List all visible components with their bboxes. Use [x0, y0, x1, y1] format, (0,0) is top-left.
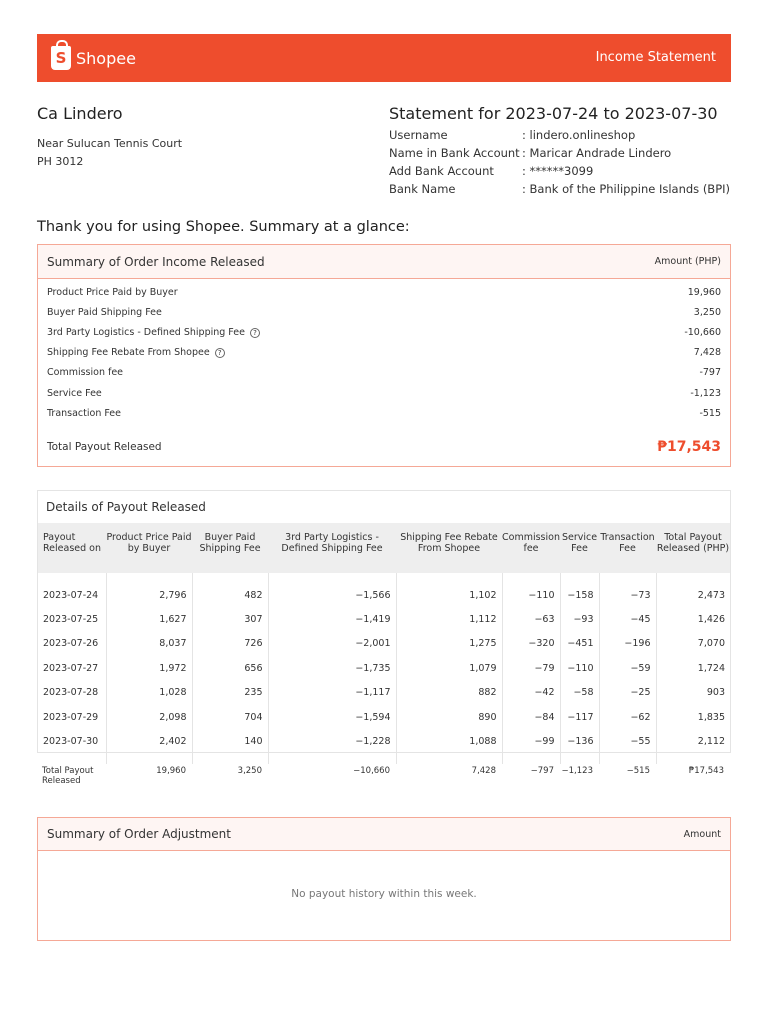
table-cell: −158	[560, 573, 599, 607]
table-cell: 1,972	[106, 656, 192, 681]
column-header: Buyer Paid Shipping Fee	[192, 523, 268, 573]
table-cell: 2023-07-28	[43, 687, 99, 699]
summary-row	[47, 287, 721, 298]
table-cell: −2,001	[268, 632, 396, 657]
summary-row	[47, 327, 721, 338]
table-cell: 2,098	[106, 705, 192, 730]
table-cell: −110	[502, 573, 560, 607]
table-cell: 903	[656, 681, 730, 706]
info-value: : Maricar Andrade Lindero	[522, 146, 672, 160]
info-row-username	[389, 126, 730, 144]
table-cell: 2023-07-29	[43, 711, 99, 723]
table-spacer-row	[38, 754, 730, 764]
table-cell: 882	[396, 681, 502, 706]
column-header: Shipping Fee Rebate From Shopee	[396, 523, 502, 573]
totals-cell: 3,250	[237, 766, 262, 776]
table-cell: 1,112	[396, 607, 502, 632]
order-adjustment-summary	[37, 817, 731, 941]
table-cell: −1,419	[268, 607, 396, 632]
shopping-bag-icon: S	[51, 46, 71, 70]
table-cell: −1,566	[268, 573, 396, 607]
table-cell: −79	[502, 656, 560, 681]
table-cell: 307	[192, 607, 268, 632]
table-cell: −117	[560, 705, 599, 730]
totals-cell: ₱17,543	[688, 766, 724, 776]
table-cell: −196	[599, 632, 656, 657]
table-cell: 1,102	[396, 573, 502, 607]
summary-row	[47, 408, 721, 419]
table-cell: −62	[599, 705, 656, 730]
column-header: Service Fee	[560, 523, 599, 573]
summary-total-value: ₱17,543	[657, 439, 721, 455]
table-cell: 8,037	[106, 632, 192, 657]
totals-cell: 7,428	[471, 766, 496, 776]
summary-row-label: 3rd Party Logistics - Defined Shipping Fee	[47, 327, 245, 338]
info-value: : Bank of the Philippine Islands (BPI)	[522, 182, 731, 196]
table-row	[38, 705, 730, 730]
table-cell: 1,835	[656, 705, 730, 730]
totals-cell: −10,660	[353, 766, 390, 776]
summary-row-label: Commission fee	[47, 367, 124, 378]
table-cell: −136	[560, 730, 599, 755]
table-cell: 2023-07-24	[43, 589, 99, 601]
table-cell: 656	[192, 656, 268, 681]
statement-title: Statement for 2023-07-24 to 2023-07-30	[389, 104, 718, 123]
column-header: Commission fee	[502, 523, 560, 573]
table-cell: 1,088	[396, 730, 502, 755]
table-cell: −320	[502, 632, 560, 657]
totals-cell: −1,123	[561, 766, 593, 776]
table-cell: −45	[599, 607, 656, 632]
summary-row-value: 7,428	[693, 347, 721, 358]
table-cell: 2023-07-25	[43, 613, 99, 625]
column-header: Transaction Fee	[599, 523, 656, 573]
column-header: Product Price Paid by Buyer	[106, 523, 192, 573]
table-row	[38, 681, 730, 706]
empty-state-message: No payout history within this week.	[291, 888, 477, 900]
table-row	[38, 607, 730, 632]
info-value: : lindero.onlineshop	[522, 128, 636, 142]
column-header: Total Payout Released (PHP)	[656, 523, 730, 573]
table-cell: 2,402	[106, 730, 192, 755]
summary-intro: Thank you for using Shopee. Summary at a glance:	[37, 219, 410, 235]
table-cell: 890	[396, 705, 502, 730]
table-cell: 2023-07-26	[43, 638, 99, 650]
info-label: Name in Bank Account	[389, 146, 520, 160]
summary-row-label: Service Fee	[47, 388, 102, 399]
info-row-bank-account-name	[389, 144, 730, 162]
table-cell: −99	[502, 730, 560, 755]
info-value: : ******3099	[522, 164, 594, 178]
logo-text: Shopee	[76, 48, 136, 68]
info-row-bank-account	[389, 162, 730, 180]
table-cell: −1,735	[268, 656, 396, 681]
summary-row	[47, 367, 721, 378]
table-cell: −58	[560, 681, 599, 706]
summary-row-label: Transaction Fee	[47, 408, 122, 419]
summary-total-label: Total Payout Released	[47, 441, 162, 453]
summary-total-row	[47, 439, 721, 455]
adjustment-header	[38, 818, 730, 851]
payout-totals-table	[37, 766, 729, 786]
table-cell: −63	[502, 607, 560, 632]
account-info	[389, 126, 730, 198]
adjustment-title: Summary of Order Adjustment	[47, 827, 231, 841]
table-cell: 1,627	[106, 607, 192, 632]
summary-row-value: -1,123	[690, 388, 721, 399]
table-row	[38, 656, 730, 681]
totals-cell: −515	[626, 766, 650, 776]
totals-row	[37, 766, 729, 786]
summary-row	[47, 347, 721, 358]
address-line-1: Near Sulucan Tennis Court	[37, 137, 183, 150]
table-cell: 1,724	[656, 656, 730, 681]
table-cell: −73	[599, 573, 656, 607]
help-icon[interactable]: ?	[215, 348, 225, 358]
table-cell: 1,079	[396, 656, 502, 681]
table-cell: 2023-07-27	[43, 662, 99, 674]
help-icon[interactable]: ?	[250, 328, 260, 338]
order-income-summary	[37, 244, 731, 467]
summary-row-value: 19,960	[687, 287, 721, 298]
table-cell: −1,594	[268, 705, 396, 730]
summary-row-value: -515	[699, 408, 721, 419]
adjustment-amount-header: Amount	[683, 828, 721, 840]
summary-row	[47, 388, 721, 399]
totals-cell: −797	[530, 766, 554, 776]
table-cell: −59	[599, 656, 656, 681]
table-cell: 1,275	[396, 632, 502, 657]
payout-details-table	[38, 523, 730, 764]
info-label: Bank Name	[389, 182, 456, 196]
amount-header: Amount (PHP)	[654, 256, 721, 267]
summary-row-label: Shipping Fee Rebate From Shopee	[47, 347, 210, 358]
table-cell: −1,117	[268, 681, 396, 706]
table-cell: −25	[599, 681, 656, 706]
table-cell: 235	[192, 681, 268, 706]
payout-details	[37, 490, 731, 753]
totals-cell: 19,960	[156, 766, 186, 776]
info-label: Add Bank Account	[389, 164, 494, 178]
table-header-row	[38, 523, 730, 573]
summary-title: Summary of Order Income Released	[47, 254, 265, 269]
summary-row-label: Product Price Paid by Buyer	[47, 287, 178, 298]
totals-cell: Total Payout Released	[42, 766, 94, 786]
shopee-logo	[51, 44, 136, 72]
table-cell: −55	[599, 730, 656, 755]
document-title: Income Statement	[595, 50, 716, 65]
table-row	[38, 632, 730, 657]
table-cell: −93	[560, 607, 599, 632]
summary-row-value: -797	[699, 367, 721, 378]
table-row	[38, 573, 730, 607]
table-cell: 726	[192, 632, 268, 657]
table-cell: 2,112	[656, 730, 730, 755]
table-cell: −451	[560, 632, 599, 657]
info-row-bank-name	[389, 180, 730, 198]
table-cell: 2,473	[656, 573, 730, 607]
table-cell: −1,228	[268, 730, 396, 755]
header-bar	[37, 34, 731, 82]
column-header: 3rd Party Logistics - Defined Shipping Fee	[268, 523, 396, 573]
table-cell: 2,796	[106, 573, 192, 607]
address-line-2: PH 3012	[37, 155, 84, 168]
table-cell: −84	[502, 705, 560, 730]
table-cell: 704	[192, 705, 268, 730]
table-cell: 7,070	[656, 632, 730, 657]
summary-row	[47, 307, 721, 318]
column-header: Payout Released on	[38, 523, 106, 573]
table-cell: 140	[192, 730, 268, 755]
table-row	[38, 730, 730, 755]
summary-row-label: Buyer Paid Shipping Fee	[47, 307, 162, 318]
table-cell: 482	[192, 573, 268, 607]
details-title: Details of Payout Released	[46, 500, 206, 514]
table-cell: −110	[560, 656, 599, 681]
table-cell: 1,028	[106, 681, 192, 706]
summary-row-value: 3,250	[693, 307, 721, 318]
table-cell: −42	[502, 681, 560, 706]
summary-header	[38, 245, 730, 279]
seller-name: Ca Lindero	[37, 104, 123, 123]
summary-row-value: -10,660	[684, 327, 721, 338]
table-cell: 1,426	[656, 607, 730, 632]
info-label: Username	[389, 128, 448, 142]
table-cell: 2023-07-30	[43, 736, 99, 748]
